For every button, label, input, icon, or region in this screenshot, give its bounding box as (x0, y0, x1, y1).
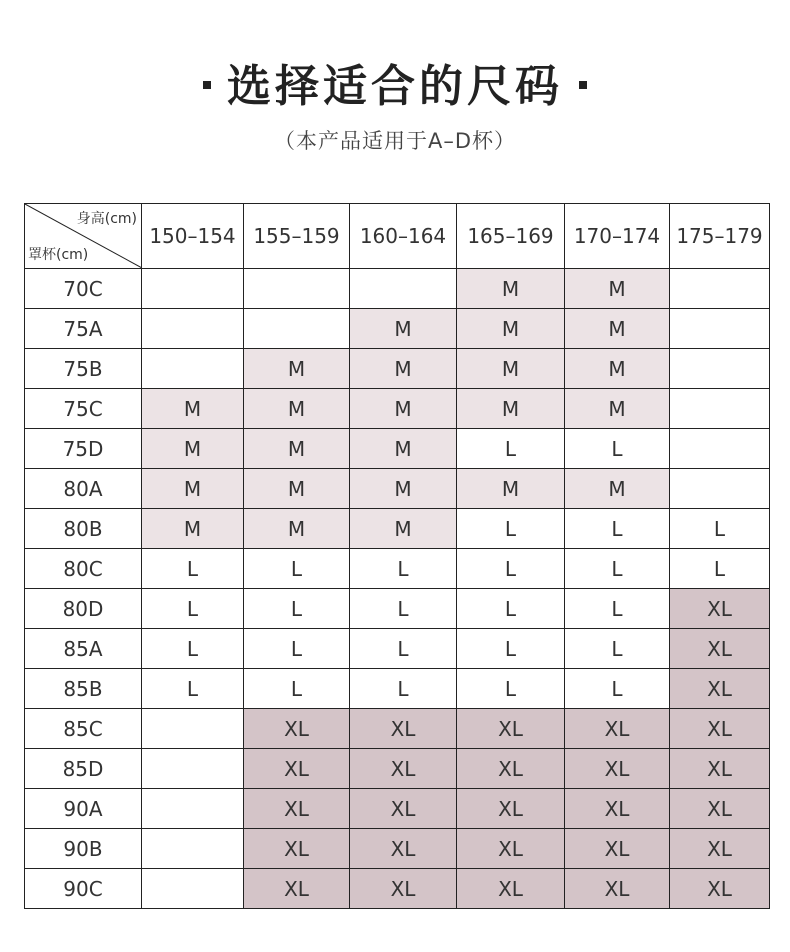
size-cell (244, 309, 350, 349)
size-cell: M (457, 269, 565, 309)
size-cell: M (457, 469, 565, 509)
size-cell: M (142, 429, 244, 469)
size-cell: L (244, 589, 350, 629)
size-cell: L (565, 629, 670, 669)
title-right-dot (579, 81, 587, 89)
size-cell (142, 869, 244, 909)
cup-size-cell: 70C (25, 269, 142, 309)
size-cell: XL (350, 789, 457, 829)
size-cell: L (565, 589, 670, 629)
size-cell: L (670, 549, 770, 589)
column-header: 175–179 (670, 204, 770, 269)
size-cell: L (350, 629, 457, 669)
cup-size-cell: 80D (25, 589, 142, 629)
size-cell: L (565, 429, 670, 469)
size-cell: XL (350, 869, 457, 909)
title-text: 选择适合的尺码 (227, 61, 563, 112)
size-cell: XL (244, 709, 350, 749)
cup-size-cell: 85A (25, 629, 142, 669)
table-row (25, 669, 770, 709)
size-cell: XL (244, 829, 350, 869)
size-cell: XL (670, 749, 770, 789)
size-cell: L (457, 509, 565, 549)
size-cell: L (350, 549, 457, 589)
table-row (25, 789, 770, 829)
size-cell: M (457, 389, 565, 429)
size-cell (670, 309, 770, 349)
size-cell (142, 789, 244, 829)
table-row (25, 629, 770, 669)
size-cell: M (350, 429, 457, 469)
size-cell: XL (350, 829, 457, 869)
table-row (25, 349, 770, 389)
table-row (25, 429, 770, 469)
page-title (0, 50, 790, 114)
size-cell: M (142, 509, 244, 549)
column-header: 150–154 (142, 204, 244, 269)
size-cell: L (670, 509, 770, 549)
size-cell: M (565, 349, 670, 389)
size-cell: L (565, 669, 670, 709)
size-cell: L (244, 669, 350, 709)
table-row (25, 829, 770, 869)
table-row (25, 389, 770, 429)
size-cell: M (244, 349, 350, 389)
size-cell: XL (457, 709, 565, 749)
cup-size-cell: 85D (25, 749, 142, 789)
size-cell: XL (565, 789, 670, 829)
size-cell (142, 309, 244, 349)
corner-cup-label: 罩杯(cm) (28, 247, 89, 263)
size-cell: L (457, 549, 565, 589)
size-cell: XL (350, 709, 457, 749)
size-cell: XL (457, 869, 565, 909)
size-cell (670, 269, 770, 309)
size-cell (244, 269, 350, 309)
size-cell: L (142, 589, 244, 629)
size-cell (142, 829, 244, 869)
header-row (25, 204, 770, 269)
size-cell: M (244, 469, 350, 509)
size-cell: XL (244, 869, 350, 909)
size-cell: M (565, 309, 670, 349)
size-cell: M (142, 469, 244, 509)
table-row (25, 709, 770, 749)
size-cell (142, 349, 244, 389)
table-row (25, 309, 770, 349)
table-row (25, 869, 770, 909)
column-header: 160–164 (350, 204, 457, 269)
size-chart-table (24, 203, 770, 909)
cup-size-cell: 80B (25, 509, 142, 549)
size-cell: M (565, 269, 670, 309)
size-cell (670, 469, 770, 509)
cup-size-cell: 90B (25, 829, 142, 869)
size-cell: XL (565, 869, 670, 909)
size-cell: L (565, 509, 670, 549)
size-cell: L (244, 549, 350, 589)
size-cell: XL (670, 629, 770, 669)
size-cell: XL (670, 709, 770, 749)
page-subtitle: （本产品适用于A–D杯） (273, 129, 517, 153)
size-cell: XL (457, 789, 565, 829)
size-cell: XL (244, 749, 350, 789)
table-row (25, 589, 770, 629)
size-cell: XL (670, 869, 770, 909)
size-cell: L (457, 429, 565, 469)
cup-size-cell: 90C (25, 869, 142, 909)
size-cell: XL (670, 589, 770, 629)
cup-size-cell: 80C (25, 549, 142, 589)
size-cell (670, 429, 770, 469)
size-cell: M (350, 349, 457, 389)
table-row (25, 509, 770, 549)
size-cell: XL (670, 829, 770, 869)
size-cell: M (350, 309, 457, 349)
size-cell: L (350, 669, 457, 709)
size-cell: M (350, 469, 457, 509)
size-cell: M (142, 389, 244, 429)
size-cell: XL (457, 829, 565, 869)
size-cell (670, 389, 770, 429)
table-row (25, 469, 770, 509)
size-chart-body (25, 269, 770, 909)
size-cell: XL (670, 789, 770, 829)
size-cell: L (142, 669, 244, 709)
size-cell: M (457, 309, 565, 349)
table-row (25, 749, 770, 789)
column-header: 165–169 (457, 204, 565, 269)
size-cell: M (565, 469, 670, 509)
size-cell: M (350, 509, 457, 549)
cup-size-cell: 75D (25, 429, 142, 469)
cup-size-cell: 75A (25, 309, 142, 349)
column-header: 155–159 (244, 204, 350, 269)
corner-header-cell (25, 204, 142, 269)
size-cell: L (244, 629, 350, 669)
size-cell: XL (244, 789, 350, 829)
size-cell: M (244, 429, 350, 469)
size-cell: XL (350, 749, 457, 789)
size-cell: XL (457, 749, 565, 789)
size-cell: XL (565, 749, 670, 789)
size-cell: M (350, 389, 457, 429)
cup-size-cell: 80A (25, 469, 142, 509)
size-cell: XL (565, 709, 670, 749)
size-cell: M (244, 389, 350, 429)
cup-size-cell: 85B (25, 669, 142, 709)
cup-size-cell: 90A (25, 789, 142, 829)
size-cell: XL (565, 829, 670, 869)
size-cell: L (142, 629, 244, 669)
size-cell: M (457, 349, 565, 389)
size-cell: M (565, 389, 670, 429)
size-cell: L (457, 669, 565, 709)
size-cell (142, 749, 244, 789)
corner-height-label: 身高(cm) (76, 211, 137, 227)
size-cell: L (457, 629, 565, 669)
cup-size-cell: 85C (25, 709, 142, 749)
size-cell: L (142, 549, 244, 589)
size-cell: L (457, 589, 565, 629)
size-cell (350, 269, 457, 309)
size-cell: M (244, 509, 350, 549)
size-cell (142, 269, 244, 309)
size-cell (670, 349, 770, 389)
table-row (25, 549, 770, 589)
cup-size-cell: 75B (25, 349, 142, 389)
size-cell: XL (670, 669, 770, 709)
column-header: 170–174 (565, 204, 670, 269)
size-cell: L (350, 589, 457, 629)
table-row (25, 269, 770, 309)
size-cell (142, 709, 244, 749)
size-cell: L (565, 549, 670, 589)
cup-size-cell: 75C (25, 389, 142, 429)
title-left-dot (203, 81, 211, 89)
